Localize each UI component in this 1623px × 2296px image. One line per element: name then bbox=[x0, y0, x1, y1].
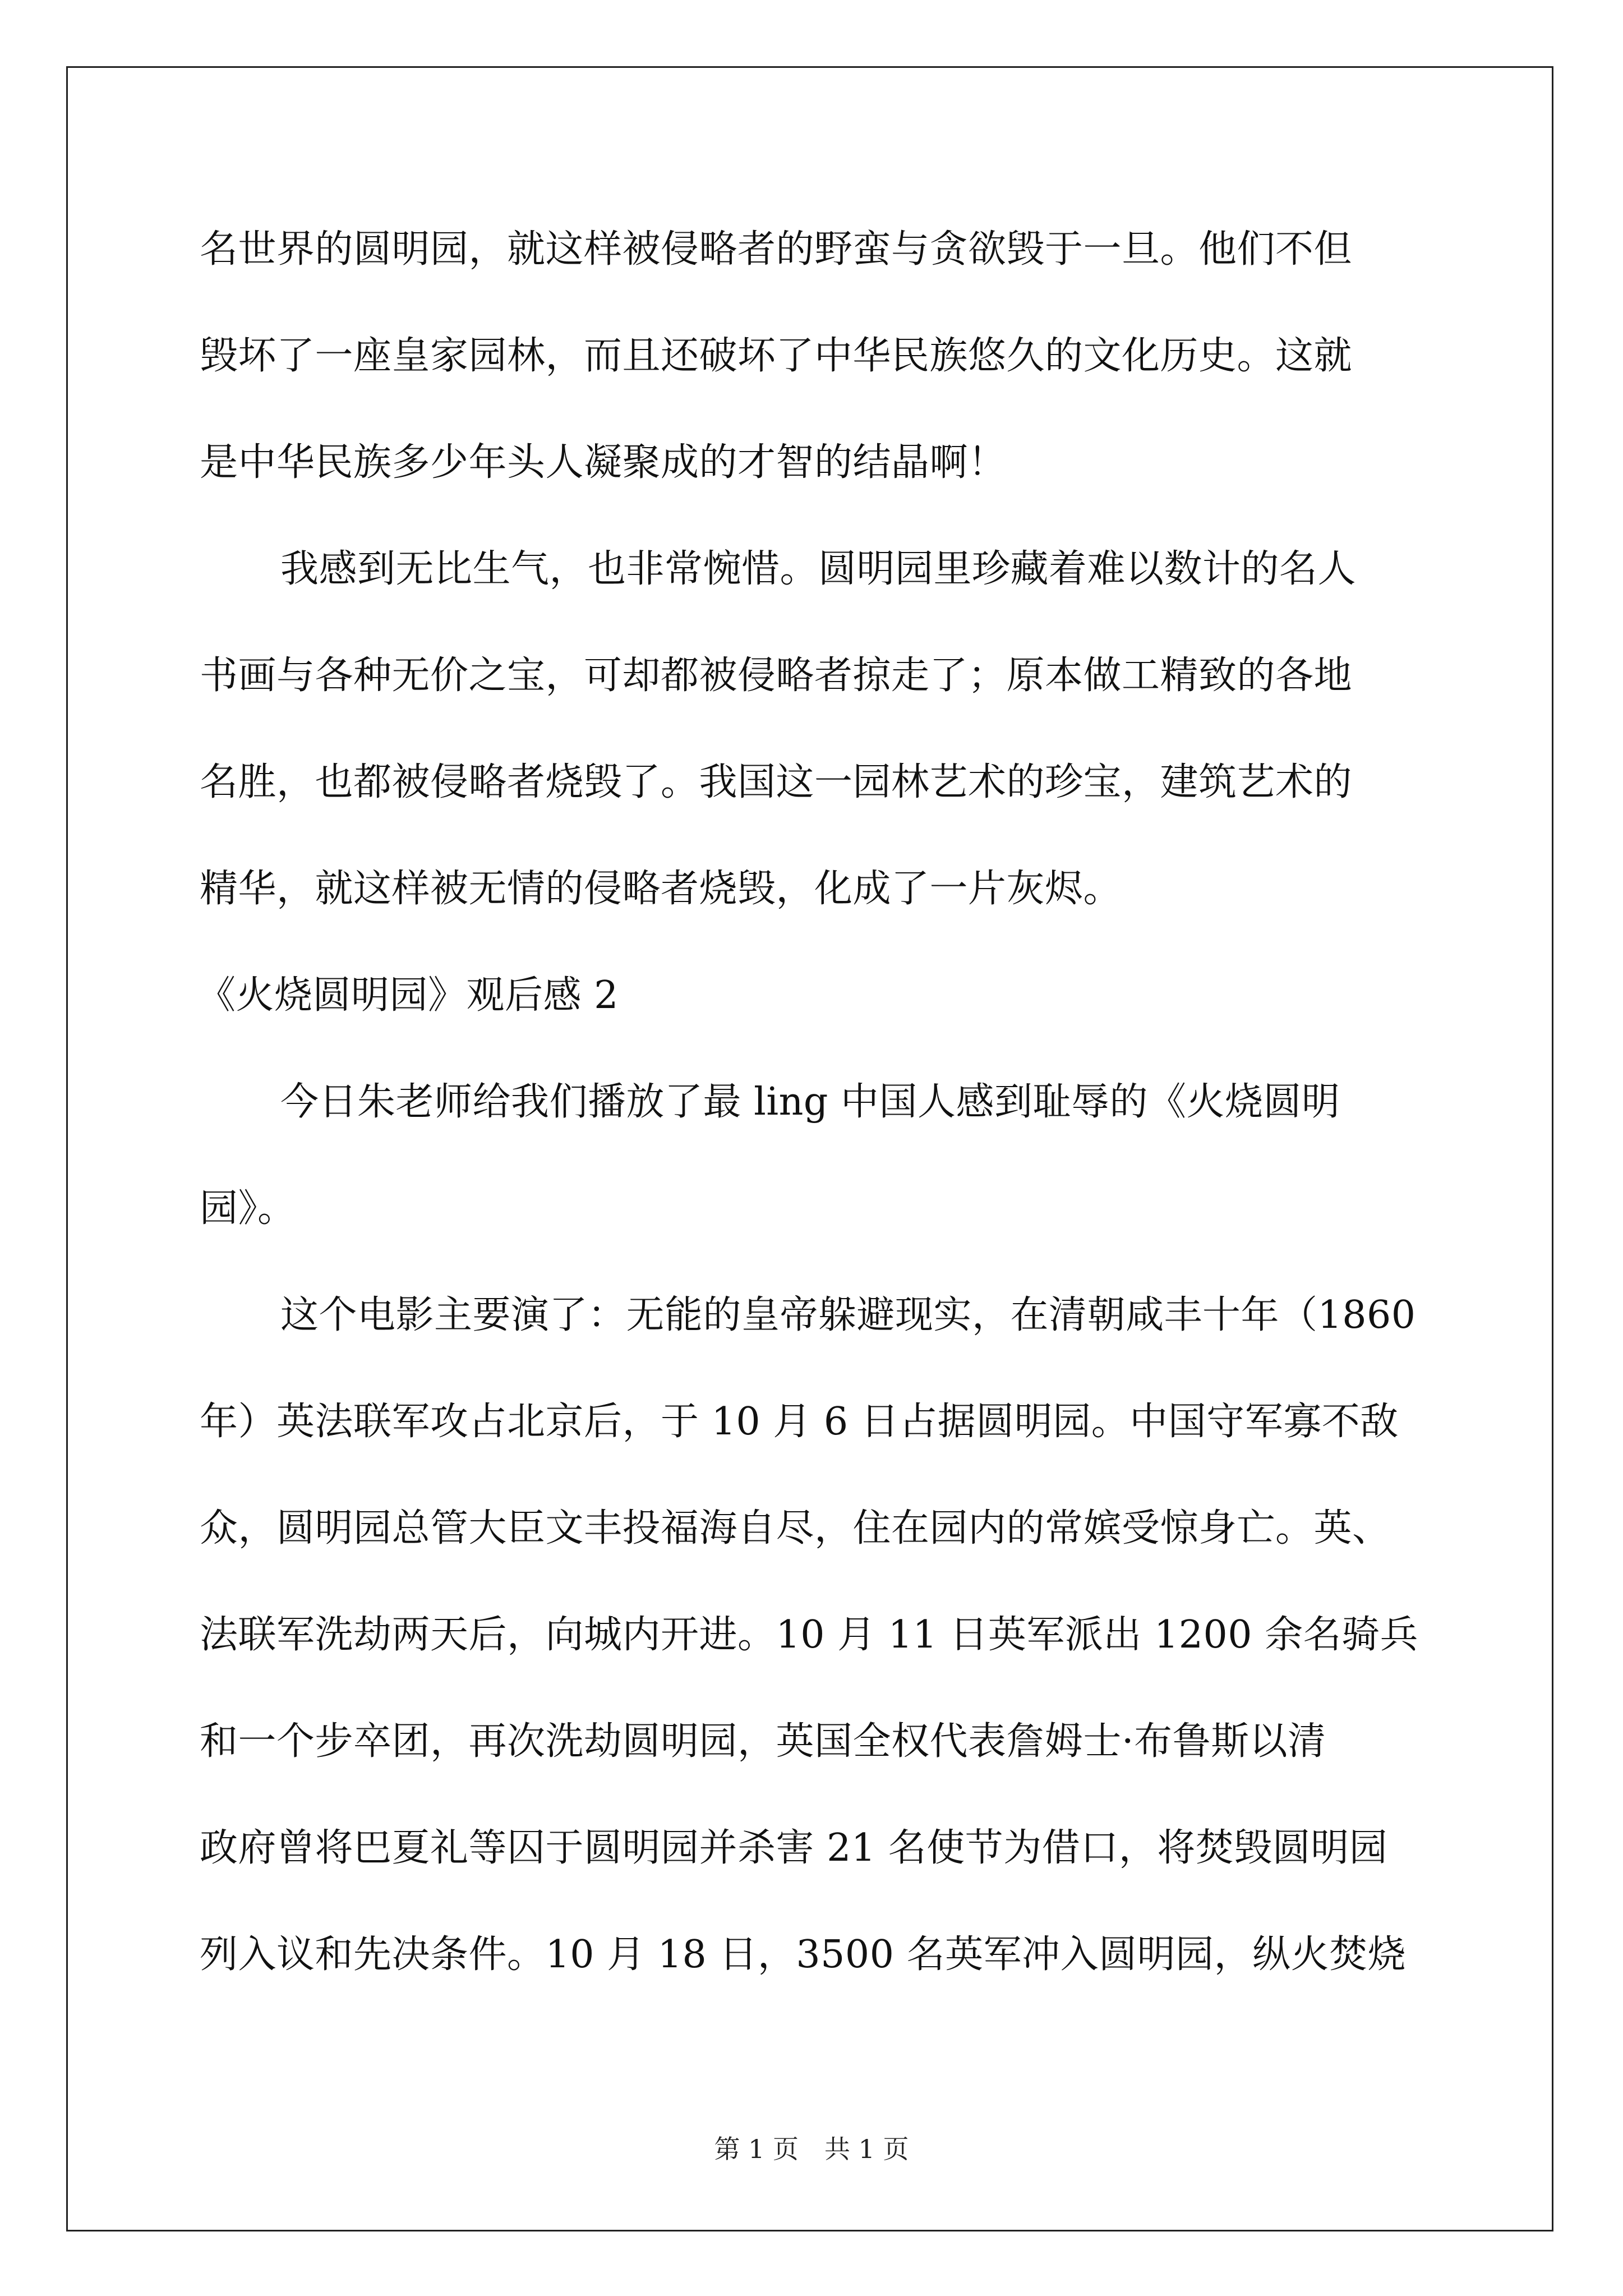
text-line: 我感到无比生气，也非常惋惜。圆明园里珍藏着难以数计的名人 bbox=[280, 547, 1357, 591]
text-line: 和一个步卒团，再次洗劫圆明园，英国全权代表詹姆士·布鲁斯以清 bbox=[200, 1719, 1326, 1764]
text-line: 法联军洗劫两天后，向城内开进。10 月 11 日英军派出 1200 余名骑兵 bbox=[200, 1613, 1419, 1657]
text-line: 精华，就这样被无情的侵略者烧毁，化成了一片灰烬。 bbox=[200, 867, 1122, 911]
text-line: 今日朱老师给我们播放了最 ling 中国人感到耻辱的《火烧圆明 bbox=[280, 1080, 1340, 1124]
document-body bbox=[197, 208, 1422, 2019]
text-line: 众，圆明园总管大臣文丰投福海自尽，住在园内的常嫔受惊身亡。英、 bbox=[200, 1506, 1391, 1550]
page-number-footer: 第 1 页 共 1 页 bbox=[714, 2134, 909, 2164]
section-title: 《火烧圆明园》观后感 2 bbox=[197, 973, 619, 1018]
text-line: 政府曾将巴夏礼等囚于圆明园并杀害 21 名使节为借口，将焚毁圆明园 bbox=[200, 1826, 1388, 1870]
text-line: 名世界的圆明园，就这样被侵略者的野蛮与贪欲毁于一旦。他们不但 bbox=[200, 227, 1353, 272]
text-line: 毁坏了一座皇家园林，而且还破坏了中华民族悠久的文化历史。这就 bbox=[200, 334, 1353, 378]
text-line: 书画与各种无价之宝，可却都被侵略者掠走了；原本做工精致的各地 bbox=[200, 654, 1353, 698]
text-line: 名胜，也都被侵略者烧毁了。我国这一园林艺术的珍宝，建筑艺术的 bbox=[200, 760, 1353, 804]
text-line: 年）英法联军攻占北京后，于 10 月 6 日占据圆明园。中国守军寡不敌 bbox=[200, 1400, 1399, 1444]
text-line: 这个电影主要演了：无能的皇帝躲避现实，在清朝咸丰十年（1860 bbox=[280, 1293, 1416, 1337]
text-line: 园》。 bbox=[200, 1186, 296, 1231]
text-line: 列入议和先决条件。10 月 18 日，3500 名英军冲入圆明园，纵火焚烧 bbox=[200, 1932, 1407, 1977]
text-line: 是中华民族多少年头人凝聚成的才智的结晶啊！ bbox=[200, 440, 1007, 485]
